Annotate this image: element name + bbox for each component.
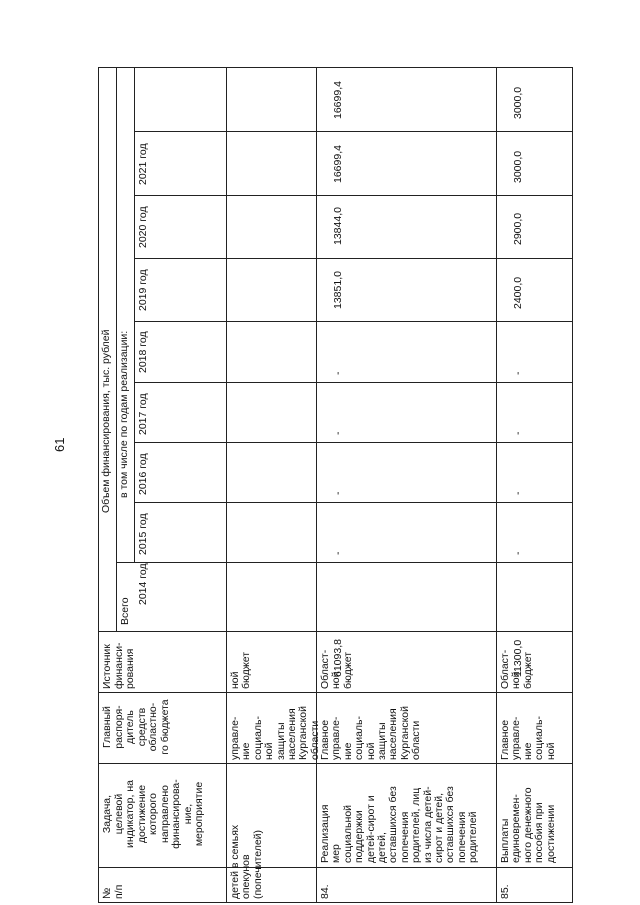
financing-header-line bbox=[116, 67, 117, 632]
col-divider-2020 bbox=[134, 131, 573, 132]
table-row-85-2018: 2400,0 bbox=[512, 276, 524, 309]
table-row-85-admin: Главное управле- ние социаль- ной bbox=[499, 715, 557, 760]
table-border-bottom bbox=[572, 67, 573, 903]
row-divider-1 bbox=[316, 67, 317, 903]
header-year-2020: 2020 год bbox=[137, 206, 149, 248]
header-no: № п/п bbox=[101, 884, 125, 899]
table-row-85-task: Выплаты единовремен- ного денежного пособия при достижении bbox=[499, 787, 557, 863]
table-row-85-2017: - bbox=[512, 371, 524, 375]
by-year-header-line bbox=[134, 67, 135, 563]
table-row-84-total: 61093,8 bbox=[332, 639, 344, 677]
col-divider-2017 bbox=[134, 321, 573, 322]
table-row-85-2021: 3000,0 bbox=[512, 86, 524, 119]
col-divider-2019 bbox=[134, 195, 573, 196]
table-border-right bbox=[98, 67, 573, 68]
row-divider-2 bbox=[496, 67, 497, 903]
header-task: Задача, целевой индикатор, на достижение которого направлено финансирова- ние, мероприятие bbox=[101, 779, 205, 849]
funding-table bbox=[98, 67, 573, 903]
col-divider-no bbox=[98, 867, 573, 868]
header-year-2018: 2018 год bbox=[137, 331, 149, 373]
header-year-2017: 2017 год bbox=[137, 393, 149, 435]
header-total: Всего bbox=[119, 597, 131, 625]
table-row-84-2021: 16699,4 bbox=[332, 81, 344, 119]
table-row-85-source: Област- ной бюджет bbox=[499, 649, 534, 689]
col-divider-task bbox=[98, 763, 573, 764]
table-row-85-total: 11300,0 bbox=[512, 639, 524, 677]
table-row-85-no: 85. bbox=[499, 884, 511, 899]
col-divider-admin bbox=[98, 692, 573, 693]
col-divider-2015 bbox=[134, 442, 573, 443]
table-border-left bbox=[98, 902, 573, 903]
table-row-cont-source: ной бюджет bbox=[229, 651, 253, 689]
header-year-2014: 2014 год bbox=[137, 563, 149, 605]
header-year-2019: 2019 год bbox=[137, 269, 149, 311]
table-row-84-no: 84. bbox=[319, 884, 331, 899]
col-divider-source bbox=[98, 631, 573, 632]
table-border-top bbox=[98, 67, 99, 903]
table-row-84-task: Реализация мер социальной поддержки детей-сирот и детей, оставшихся без попечения родителей, лиц из числа детей- сирот и детей, оставшихся без попечения родителей bbox=[319, 786, 480, 863]
header-admin: Главный распоря- дитель средств областно- го бюджета bbox=[101, 699, 171, 755]
table-row-84-2019: 13844,0 bbox=[332, 207, 344, 245]
table-row-84-2018: 13851,0 bbox=[332, 271, 344, 309]
header-financing: Объем финансирования, тыс. рублей bbox=[100, 329, 112, 513]
table-row-85-2014: - bbox=[512, 551, 524, 555]
header-year-2021: 2021 год bbox=[137, 143, 149, 185]
table-row-cont-task: детей в семьях опекунов (попечителей) bbox=[229, 824, 264, 899]
col-divider-2018 bbox=[134, 258, 573, 259]
header-divider bbox=[226, 67, 227, 903]
table-row-84-2020: 16699,4 bbox=[332, 145, 344, 183]
table-row-85-2015: - bbox=[512, 491, 524, 495]
table-row-85-2016: - bbox=[512, 431, 524, 435]
page-number: 61 bbox=[52, 437, 67, 452]
header-by-year: в том числе по годам реализации: bbox=[118, 330, 130, 498]
table-row-85-2019: 2900,0 bbox=[512, 212, 524, 245]
col-divider-2014 bbox=[134, 502, 573, 503]
table-row-84-2017: - bbox=[332, 371, 344, 375]
table-row-84-2015: - bbox=[332, 491, 344, 495]
header-year-2015: 2015 год bbox=[137, 513, 149, 555]
table-row-84-source: Област- ной бюджет bbox=[319, 649, 354, 689]
col-divider-2016 bbox=[134, 382, 573, 383]
header-source: Источник финанси- рования bbox=[101, 642, 136, 689]
table-row-84-2014: - bbox=[332, 551, 344, 555]
col-divider-total bbox=[116, 562, 573, 563]
table-row-85-2020: 3000,0 bbox=[512, 150, 524, 183]
header-year-2016: 2016 год bbox=[137, 453, 149, 495]
table-row-84-2016: - bbox=[332, 431, 344, 435]
table-row-84-admin: Главное управле- ние социаль- ной защиты населения Курганской области bbox=[319, 706, 423, 760]
table-row-cont-admin: управле- ние социаль- ной защиты населения Курганской области bbox=[229, 706, 321, 760]
